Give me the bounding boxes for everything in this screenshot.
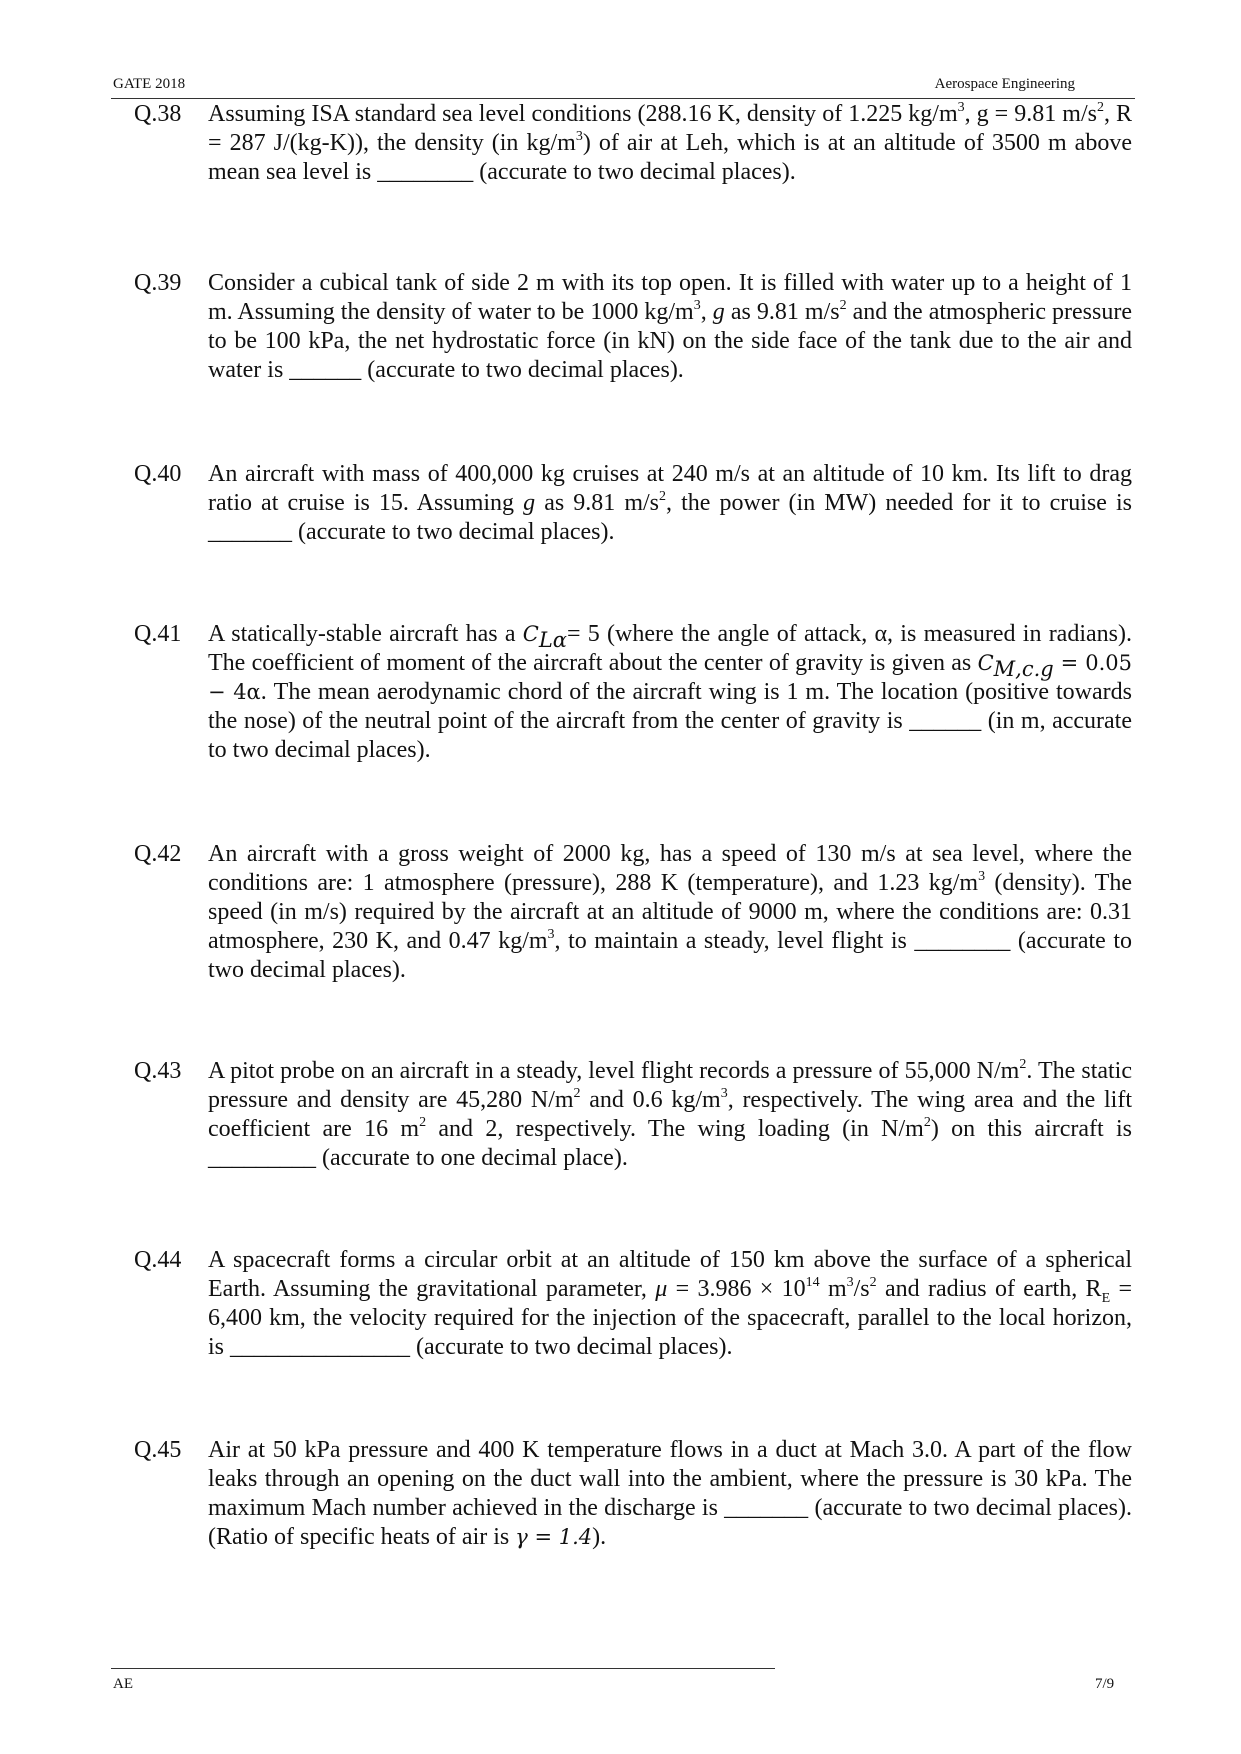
question-number: Q.45 (134, 1437, 182, 1463)
question-number: Q.44 (134, 1247, 182, 1273)
question-text: An aircraft with a gross weight of 2000 kg, has a speed of 130 m/s at sea level, where the conditions are: 1 atmosphere (pressure), 288 K (temperature), and 1.23 $kg/m^3$ (density). The speed (in m/s) required by the aircraft at an altitude of 9000 m, where the conditions are: 0.31 atmosphere, 230 K, and 0.47 $kg/m^3$, to maintain a steady, level flight is ________ (accurate to two decimal places). (208, 841, 1133, 983)
page-number: 7/9 (1095, 1676, 1115, 1692)
footer-divider (111, 1668, 775, 1669)
question-text: Air at 50 kPa pressure and 400 K temperature flows in a duct at Mach 3.0. A part of the flow leaks through an opening on the duct wall into the ambient, where the pressure is 30 kPa. The maximum Mach number achieved in the discharge is _______ (accurate to two decimal places). (Ratio of specific heats of air is γ = 1.4). (208, 1437, 1132, 1550)
page-header (111, 74, 1135, 99)
question-text: A pitot probe on an aircraft in a steady, level flight records a pressure of 55,000 $N/m^2$. The static pressure and density are 45,280 $N/m^2$ and 0.6 $kg/m^3$, respectively. The wing area and the lift coefficient are 16 $m^2$ and 2, respectively. The wing loading (in $N/m^2$) on this aircraft is _________ (accurate to one decimal place). (208, 1057, 1133, 1171)
question-number: Q.43 (134, 1058, 182, 1084)
question-text: An aircraft with mass of 400,000 kg cruises at 240 m/s at an altitude of 10 km. Its lift to drag ratio at cruise is 15. Assuming g as 9.81 $m/s^2$, the power (in MW) needed for it to cruise is _______ (accurate to two decimal places). (208, 461, 1132, 545)
question-text: A spacecraft forms a circular orbit at an altitude of 150 km above the surface of a spherical Earth. Assuming the gravitational parameter, $\mu = 3.986 \times 10^{14}$ $m^3/s^2$ and radius of earth, $R_E = 6,400$ km, the velocity required for the injection of the spacecraft, parallel to the local horizon, is _______________ (accurate to two decimal places). (208, 1247, 1132, 1360)
question-number: Q.40 (134, 461, 182, 487)
question-number: Q.41 (134, 621, 182, 647)
subject-title: Aerospace Engineering (934, 76, 1075, 92)
question-text: Consider a cubical tank of side 2 m with its top open. It is filled with water up to a height of 1 m. Assuming the density of water to be 1000 $kg/m^3$, g as 9.81 $m/s^2$ and the atmospheric pressure to be 100 kPa, the net hydrostatic force (in kN) on the side face of the tank due to the air and water is ______ (accurate to two decimal places). (208, 270, 1132, 383)
exam-title: GATE 2018 (113, 76, 186, 92)
question-number: Q.39 (134, 270, 182, 296)
question-number: Q.42 (134, 841, 182, 867)
question-number: Q.38 (134, 101, 182, 127)
question-text: A statically-stable aircraft has a $C_{L\alpha}= 5$ (where the angle of attack, α, is measured in radians). The coefficient of moment of the aircraft about the center of gravity is given as $C_{M,c.g} = 0.05 - 4\alpha$. The mean aerodynamic chord of the aircraft wing is 1 m. The location (positive towards the nose) of the neutral point of the aircraft from the center of gravity is ______ (in m, accurate to two decimal places). (208, 621, 1132, 763)
footer-paper-code: AE (113, 1676, 133, 1692)
question-text: Assuming ISA standard sea level conditions (288.16 K, density of 1.225 $kg/m^3$, g = 9.81 $m/s^2$, R = 287 J/(kg-K)), the density (in $kg/m^3$) of air at Leh, which is at an altitude of 3500 m above mean sea level is ________ (accurate to two decimal places). (208, 100, 1132, 185)
